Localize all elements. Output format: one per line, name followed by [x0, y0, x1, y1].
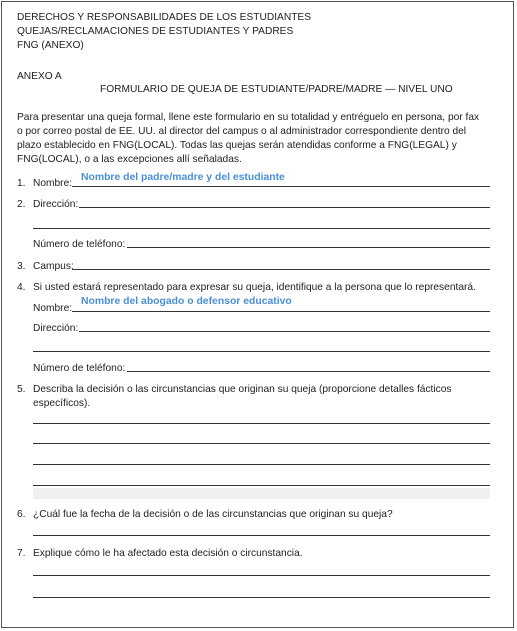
address-label: Dirección:: [33, 199, 79, 210]
item-number-6: 6.: [17, 509, 26, 520]
address-field-line-1[interactable]: [79, 207, 490, 208]
rep-name-label: Nombre:: [33, 303, 73, 314]
name-field-value[interactable]: Nombre del padre/madre y del estudiante: [81, 172, 285, 183]
header-title-line3: FNG (ANEXO): [17, 40, 84, 51]
q5-prompt-line1: Describa la decisión o las circunstancias que originan su queja (proporcione detalles fácticos: [33, 384, 452, 395]
item-number-7: 7.: [17, 548, 26, 559]
item-number-5: 5.: [17, 384, 26, 395]
q5-answer-line-1[interactable]: [33, 423, 490, 424]
q6-prompt: ¿Cuál fue la fecha de la decisión o de las circunstancias que originan su queja?: [33, 509, 393, 520]
campus-field-line[interactable]: [72, 269, 490, 270]
annex-label: ANEXO A: [17, 71, 62, 82]
intro-line-3: plazo establecido en FNG(LOCAL). Todas las quejas serán atendidas conforme a FNG(LEGAL) y: [17, 140, 457, 151]
rep-name-field-line[interactable]: [72, 311, 490, 312]
q7-answer-line-1[interactable]: [33, 575, 490, 576]
form-title: FORMULARIO DE QUEJA DE ESTUDIANTE/PADRE/MADRE — NIVEL UNO: [100, 84, 453, 95]
item-number-2: 2.: [17, 199, 26, 210]
phone-label: Número de teléfono:: [33, 239, 126, 250]
name-field-line[interactable]: [72, 186, 490, 187]
q5-prompt-line2: específicos).: [33, 398, 91, 409]
campus-label: Campus:: [33, 261, 74, 272]
rep-name-field-value[interactable]: Nombre del abogado o defensor educativo: [81, 296, 292, 307]
item-number-1: 1.: [17, 178, 26, 189]
name-label: Nombre:: [33, 178, 73, 189]
rep-address-field-line-1[interactable]: [79, 331, 490, 332]
rep-address-label: Dirección:: [33, 323, 79, 334]
rep-phone-label: Número de teléfono:: [33, 363, 126, 374]
item-number-3: 3.: [17, 261, 26, 272]
intro-line-1: Para presentar una queja formal, llene este formulario en su totalidad y entréguelo en persona, por fax: [17, 112, 480, 123]
q5-answer-line-3[interactable]: [33, 464, 490, 465]
rep-address-field-line-2[interactable]: [33, 351, 490, 352]
header-title-line1: DERECHOS Y RESPONSABILIDADES DE LOS ESTUDIANTES: [17, 12, 312, 23]
q5-shaded-area: [33, 488, 490, 499]
representative-prompt: Si usted estará representado para expresar su queja, identifique a la persona que lo representará.: [33, 282, 476, 293]
address-field-line-2[interactable]: [33, 228, 490, 229]
q6-answer-line[interactable]: [33, 535, 490, 536]
rep-phone-field-line[interactable]: [127, 371, 490, 372]
q7-prompt: Explique cómo le ha afectado esta decisión o circunstancia.: [33, 548, 303, 559]
q5-answer-line-4[interactable]: [33, 485, 490, 486]
phone-field-line[interactable]: [127, 247, 490, 248]
q5-answer-line-2[interactable]: [33, 443, 490, 444]
header-title-line2: QUEJAS/RECLAMACIONES DE ESTUDIANTES Y PADRES: [17, 26, 294, 37]
item-number-4: 4.: [17, 282, 26, 293]
intro-line-4: FNG(LOCAL), o a las excepciones allí señaladas.: [17, 154, 242, 165]
q7-answer-line-2[interactable]: [33, 597, 490, 598]
intro-line-2: o por correo postal de EE. UU. al director del campus o al administrador correspondiente dentro del: [17, 126, 467, 137]
